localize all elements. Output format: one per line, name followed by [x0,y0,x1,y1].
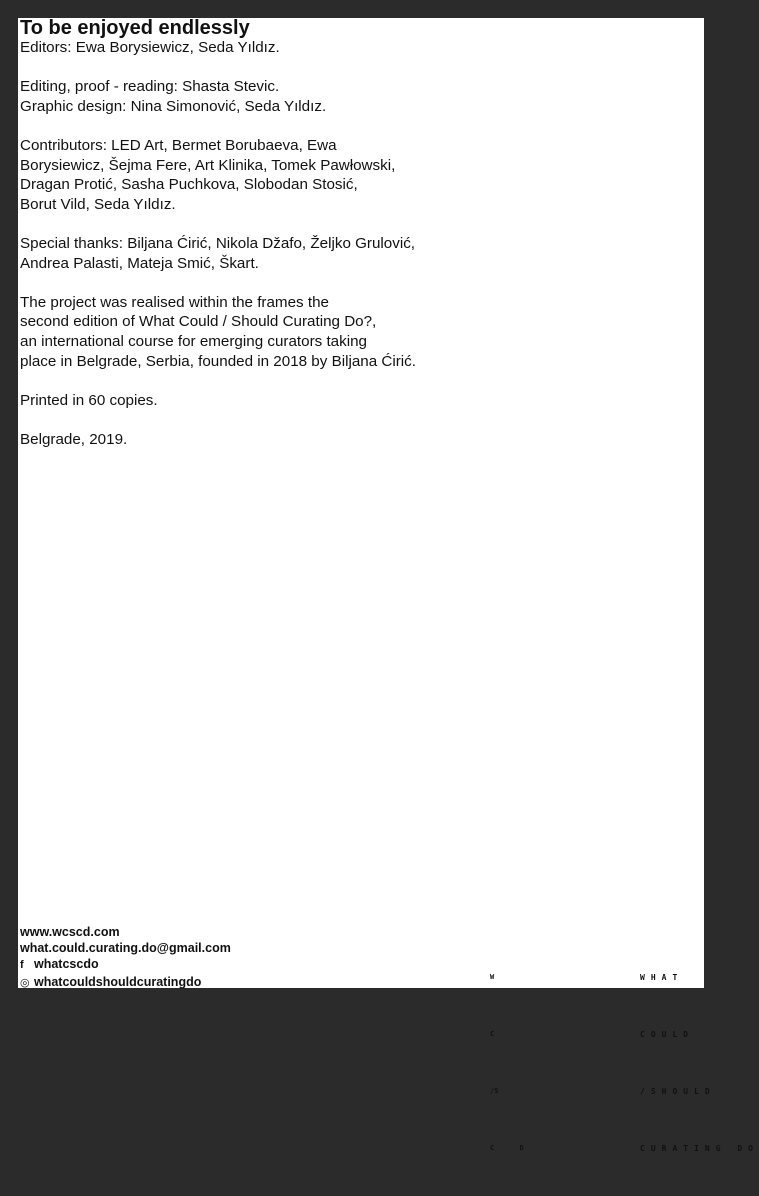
contributors-block [20,136,660,214]
credits-line: Graphic design: Nina Simonović, Seda Yıldız. [20,97,327,115]
project-line: place in Belgrade, Serbia, founded in 2018 by Biljana Ćirić. [20,352,416,370]
contributors-line: Borut Vild, Seda Yıldız. [20,195,176,213]
logo-large-row: COULD [640,1030,695,1039]
thanks-line: Andrea Palasti, Mateja Smić, Škart. [20,254,259,272]
editors-block [20,38,660,58]
colophon [20,18,660,469]
logo-small-row: C [490,1030,495,1038]
facebook-icon: f [20,959,24,972]
project-block [20,293,660,371]
instagram-handle: whatcouldshouldcuratingdo [34,974,202,989]
email-link[interactable]: what.could.curating.do@gmail.com [20,941,231,956]
footer-contacts [20,924,231,991]
logo-large-row: WHAT [640,973,684,982]
contributors-line: Dragan Protić, Sasha Puchkova, Slobodan Stosić, [20,176,358,194]
editors-line: Editors: Ewa Borysiewicz, Seda Yıldız. [20,39,280,56]
logo-large-row: /SHOULD [640,1087,716,1096]
thanks-line: Special thanks: Biljana Ćirić, Nikola Džafo, Željko Grulović, [20,234,416,252]
thanks-block [20,234,660,273]
website-link[interactable]: www.wcscd.com [20,925,120,939]
logo-large [640,930,759,1196]
logo-large-row: CURATING DO [640,1144,759,1153]
logo-small-row: W [490,973,495,981]
place-date-block [20,430,660,450]
facebook-link[interactable] [20,956,231,973]
place-date-line: Belgrade, 2019. [20,430,128,448]
page-title: To be enjoyed endlessly [20,17,250,39]
contributors-line: Contributors: LED Art, Bermet Borubaeva, Ewa [20,136,337,154]
document-page [18,17,759,1153]
logo-small-row: C D [490,1144,524,1152]
project-line: an international course for emerging curators taking [20,332,367,350]
instagram-link[interactable] [20,974,231,991]
instagram-icon: ◎ [20,976,30,989]
project-line: The project was realised within the frames the [20,293,329,311]
logo-small [490,930,524,1196]
contributors-line: Borysiewicz, Šejma Fere, Art Klinika, Tomek Pawłowski, [20,156,396,174]
copies-line: Printed in 60 copies. [20,391,158,409]
logo-small-row: /S [490,1087,499,1095]
facebook-handle: whatcscdo [34,957,99,972]
credits-block [20,77,660,116]
project-line: second edition of What Could / Should Curating Do?, [20,313,377,331]
copies-block [20,391,660,411]
credits-line: Editing, proof - reading: Shasta Stevic. [20,78,280,96]
